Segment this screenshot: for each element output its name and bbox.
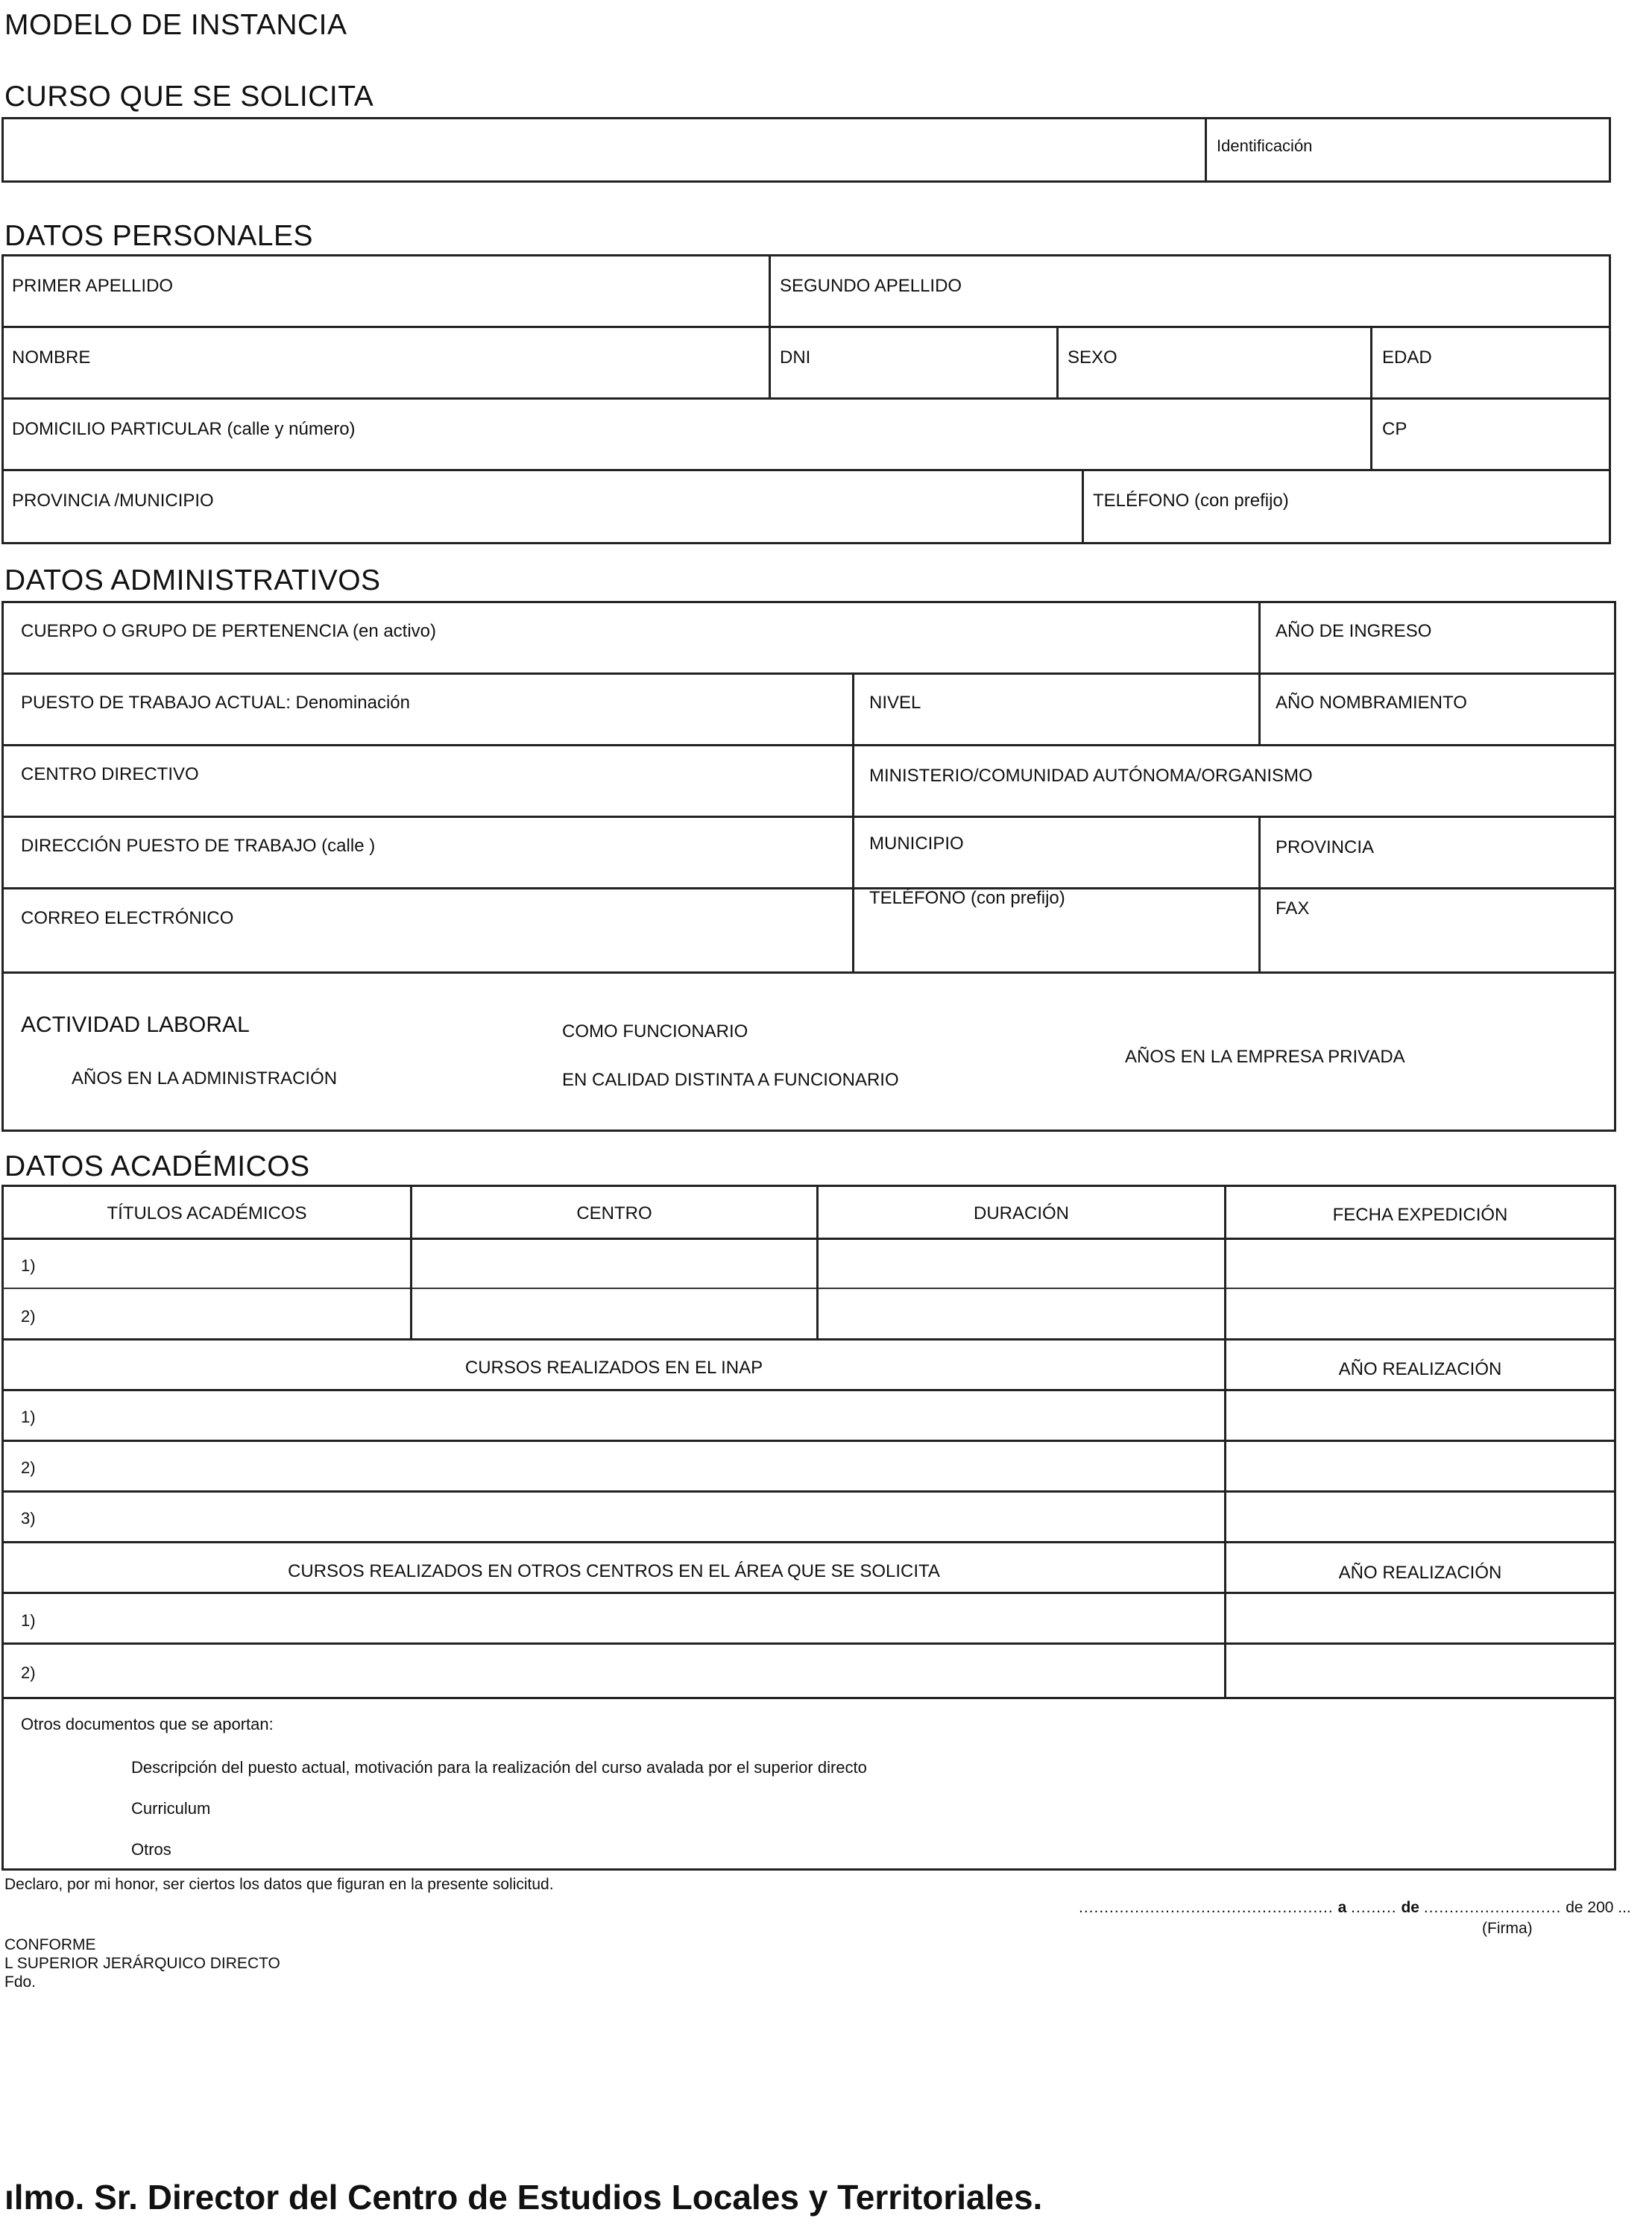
title-row-2: 2)	[21, 1307, 36, 1326]
acad-row-line	[1, 1238, 1616, 1240]
admin-row-line	[1, 816, 1616, 818]
docs-intro: Otros documentos que se aportan:	[21, 1715, 274, 1733]
inap-year-header: AÑO REALIZACIÓN	[1338, 1359, 1502, 1379]
col-titles-header: TÍTULOS ACADÉMICOS	[107, 1203, 307, 1223]
date-de-1: de	[1401, 1899, 1419, 1916]
admin-row-line	[1, 971, 1616, 974]
declaration-text: Declaro, por mi honor, ser ciertos los datos que figuran en la presente solicitud.	[4, 1876, 554, 1893]
doc-description: Descripción del puesto actual, motivación para la realización del curso avalada por el superior directo	[131, 1758, 867, 1777]
years-private-label: AÑOS EN LA EMPRESA PRIVADA	[1125, 1047, 1405, 1067]
work-activity-label: ACTIVIDAD LABORAL	[21, 1012, 250, 1037]
acad-row-line	[1, 1592, 1616, 1594]
academic-heading: DATOS ACADÉMICOS	[4, 1150, 310, 1182]
col-center-header: CENTRO	[576, 1203, 652, 1223]
date-a: a	[1337, 1899, 1347, 1916]
admin-row-line	[1, 744, 1616, 746]
inap-courses-header: CURSOS REALIZADOS EN EL INAP	[464, 1358, 763, 1378]
acad-row-line	[1, 1338, 1616, 1341]
conforme-label: CONFORME	[4, 1936, 96, 1953]
personal-col-line	[769, 254, 771, 397]
day-blank[interactable]: .........	[1351, 1899, 1397, 1916]
directive-center-label: CENTRO DIRECTIVO	[21, 764, 199, 784]
fax-label: FAX	[1276, 898, 1310, 919]
col-duration-header: DURACIÓN	[973, 1203, 1069, 1223]
acad-row-line	[1, 1642, 1616, 1645]
addressee: ılmo. Sr. Director del Centro de Estudios Locales y Territoriales.	[4, 2178, 1043, 2217]
administrative-heading: DATOS ADMINISTRATIVOS	[4, 564, 381, 596]
other-year-header: AÑO REALIZACIÓN	[1338, 1563, 1502, 1583]
province-municipality-label: PROVINCIA /MUNICIPIO	[12, 491, 214, 511]
acad-row-line	[1, 1389, 1616, 1391]
signature-label: (Firma)	[1482, 1920, 1533, 1937]
date-de-2: de 200 ...	[1566, 1899, 1631, 1916]
form-title: MODELO DE INSTANCIA	[4, 9, 347, 41]
course-input[interactable]	[4, 121, 1200, 179]
second-surname-label: SEGUNDO APELLIDO	[780, 276, 962, 296]
cp-label: CP	[1382, 419, 1407, 439]
municipality-label: MUNICIPIO	[869, 834, 964, 854]
course-section-heading: CURSO QUE SE SOLICITA	[4, 81, 374, 113]
other-row-2: 2)	[21, 1663, 36, 1682]
first-surname-label: PRIMER APELLIDO	[12, 276, 174, 296]
acad-row-line	[1, 1440, 1616, 1442]
ministry-label: MINISTERIO/COMUNIDAD AUTÓNOMA/ORGANISMO	[869, 766, 1313, 786]
doc-others: Otros	[131, 1840, 171, 1859]
other-row-1: 1)	[21, 1611, 36, 1630]
inap-row-3: 3)	[21, 1509, 36, 1528]
personal-phone-label: TELÉFONO (con prefijo)	[1093, 491, 1289, 511]
name-label: NOMBRE	[12, 347, 91, 368]
title-row-1: 1)	[21, 1256, 36, 1275]
admin-province-label: PROVINCIA	[1276, 837, 1375, 857]
acad-row-line	[1, 1288, 1616, 1289]
acad-row-line	[1, 1490, 1616, 1493]
age-label: EDAD	[1382, 347, 1432, 368]
month-blank[interactable]: ...........................	[1423, 1899, 1562, 1916]
inap-row-1: 1)	[21, 1408, 36, 1426]
as-official-label: COMO FUNCIONARIO	[562, 1021, 748, 1042]
appointment-year-label: AÑO NOMBRAMIENTO	[1276, 693, 1467, 713]
date-line	[1079, 1899, 1631, 1917]
body-group-label: CUERPO O GRUPO DE PERTENENCIA (en activo)	[21, 621, 437, 641]
superior-label: L SUPERIOR JERÁRQUICO DIRECTO	[4, 1955, 280, 1972]
dni-label: DNI	[780, 347, 811, 368]
admin-phone-label: TELÉFONO (con prefijo)	[869, 888, 1065, 908]
address-label: DOMICILIO PARTICULAR (calle y número)	[12, 419, 356, 439]
col-date-header: FECHA EXPEDICIÓN	[1332, 1205, 1508, 1225]
personal-heading: DATOS PERSONALES	[4, 220, 314, 252]
personal-row-line	[1, 469, 1611, 471]
admin-col-line	[1258, 816, 1261, 971]
other-than-official-label: EN CALIDAD DISTINTA A FUNCIONARIO	[562, 1070, 899, 1090]
admin-col-line	[852, 672, 854, 971]
other-courses-header: CURSOS REALIZADOS EN OTROS CENTROS EN EL ÁREA QUE SE SOLICITA	[288, 1561, 940, 1581]
entry-year-label: AÑO DE INGRESO	[1276, 621, 1432, 641]
acad-row-line	[1, 1541, 1616, 1543]
years-admin-label: AÑOS EN LA ADMINISTRACIÓN	[72, 1068, 338, 1089]
identification-label: Identificación	[1217, 136, 1313, 155]
personal-col-line	[1056, 326, 1059, 397]
personal-col-line	[1370, 326, 1372, 469]
personal-col-line	[1082, 469, 1084, 544]
fdo-label: Fdo.	[4, 1973, 37, 1991]
level-label: NIVEL	[869, 693, 921, 713]
admin-row-line	[1, 672, 1616, 675]
sex-label: SEXO	[1068, 347, 1117, 368]
doc-curriculum: Curriculum	[131, 1799, 211, 1818]
acad-row-line	[1, 1697, 1616, 1699]
admin-row-line	[1, 887, 1616, 889]
inap-row-2: 2)	[21, 1458, 36, 1477]
email-label: CORREO ELECTRÓNICO	[21, 908, 234, 928]
work-address-label: DIRECCIÓN PUESTO DE TRABAJO (calle )	[21, 836, 376, 856]
job-position-label: PUESTO DE TRABAJO ACTUAL: Denominación	[21, 693, 410, 713]
place-blank[interactable]: ..................................................	[1079, 1899, 1334, 1916]
course-divider	[1205, 117, 1207, 183]
admin-col-line	[1258, 601, 1261, 744]
